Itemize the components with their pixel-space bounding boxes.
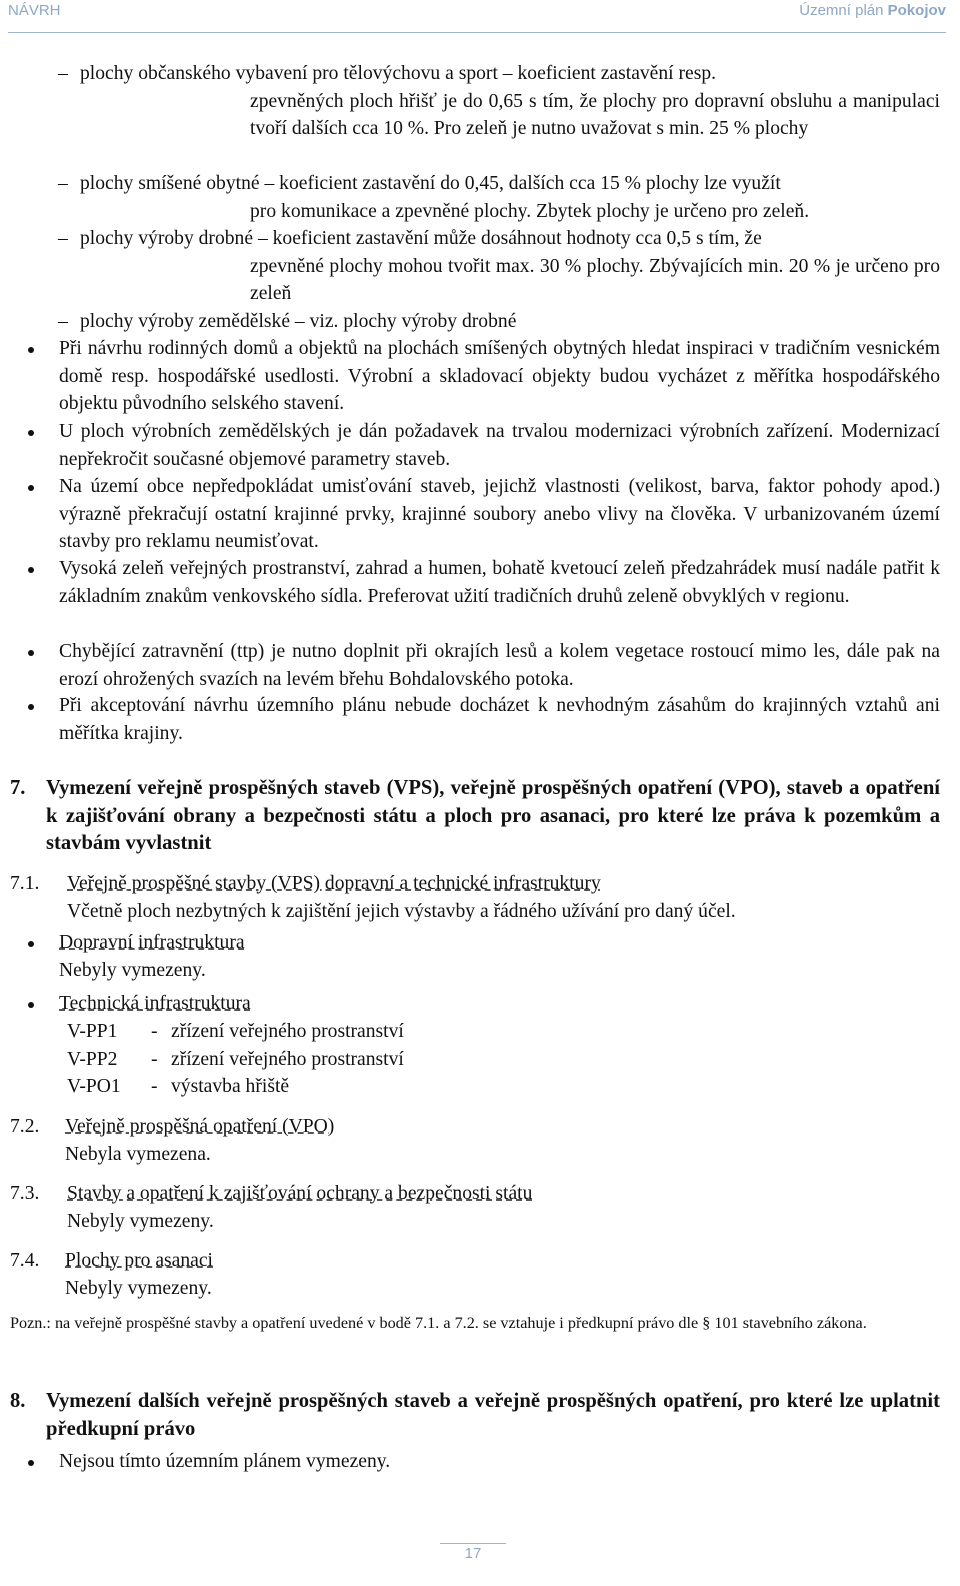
subsection-7-1: 7.1. Veřejně prospěšné stavby (VPS) dopravní a technické infrastruktury: [10, 873, 601, 894]
section-7-heading: 7. Vymezení veřejně prospěšných staveb (VPS), veřejně prospěšných opatření (VPO), staveb a opatření k zajišťování obrany a bezpečnosti státu a ploch pro asanaci, pro které lze práva k pozemkům a stavbám vyvlastnit: [10, 777, 940, 854]
list-item: U ploch výrobních zemědělských je dán požadavek na trvalou modernizaci výrobních zařízení. Modernizací nepřekročit současné objemové parametry staveb.: [59, 421, 940, 470]
note: Pozn.: na veřejně prospěšné stavby a opatření uvedené v bodě 7.1. a 7.2. se vztahuje i předkupní právo dle § 101 stavebního zákona.: [10, 1314, 867, 1332]
subsection-text: Včetně ploch nezbytných k zajištění jejich výstavby a řádného užívání pro daný účel.: [67, 901, 736, 922]
list-item: Při návrhu rodinných domů a objektů na plochách smíšených obytných hledat inspiraci v tradičním vesnickém domě resp. hospodářské usedlosti. Výrobní a skladovací objekty budou vycházet z měřítka hospodářského objektu původního selského stavení.: [59, 338, 940, 414]
subsection-7-3: 7.3. Stavby a opatření k zajišťování ochrany a bezpečnosti státu: [10, 1183, 533, 1204]
list-item-continuation: pro komunikace a zpevněné plochy. Zbytek plochy je určeno pro zeleň.: [250, 200, 810, 222]
subsection-text: Nebyly vymezeny.: [67, 1211, 214, 1232]
list-item: Na území obce nepředpokládat umisťování staveb, jejichž vlastnosti (velikost, barva, faktor pohody apod.) výrazně překračují ostatní krajinné prvky, krajinné soubory anebo vlivy na člověka. V urbanizovaném území stavby pro reklamu neumisťovat.: [59, 476, 940, 552]
subsection-text: Nebyla vymezena.: [65, 1144, 211, 1165]
subsection-7-4: 7.4. Plochy pro asanaci: [10, 1250, 213, 1271]
dash-marker: –: [58, 63, 68, 84]
list-item: Při akceptování návrhu územního plánu nebude docházet k nevhodným zásahům do krajinných vztahů ani měřítka krajiny.: [59, 695, 940, 744]
bullet-icon: [28, 1460, 34, 1466]
list-item: plochy smíšené obytné – koeficient zastavění do 0,45, dalších cca 15 % plochy lze využít pro komunikace a zpevněné plochy. Zbytek plochy je určeno pro zeleň.: [80, 170, 940, 225]
subsection-7-2: 7.2. Veřejně prospěšná opatření (VPO): [10, 1116, 335, 1137]
bullet-icon: [28, 650, 34, 656]
doprava-text: Nebyly vymezeny.: [59, 960, 206, 981]
list-item-continuation: zpevněných ploch hřišť je do 0,65 s tím, že plochy pro dopravní obsluhu a manipulaci tvoří dalších cca 10 %. Pro zeleň je nutno uvažovat s min. 25 % plochy: [250, 90, 940, 139]
subsection-title: Veřejně prospěšné stavby (VPS) dopravní a technické infrastruktury: [67, 873, 601, 894]
list-item: Chybějící zatravnění (ttp) je nutno doplnit při okrajích lesů a kolem vegetace rostoucí mimo les, dále pak na erozí ohrožených svazích na levém břehu Bohdalovského potoka.: [59, 641, 940, 690]
bullet-icon: [28, 941, 34, 947]
list-item: plochy občanského vybavení pro tělovýchovu a sport – koeficient zastavění resp. zpevněných ploch hřišť je do 0,65 s tím, že plochy pro dopravní obsluhu a manipulaci tvoří dalších cca 10 %. Pro zeleň je nutno uvažovat s min. 25 % plochy: [80, 60, 940, 143]
dash-marker: –: [58, 173, 68, 194]
header-status: NÁVRH: [8, 2, 61, 19]
bullet-icon: [28, 1002, 34, 1008]
bullet-icon: [28, 347, 34, 353]
subsection-text: Nebyly vymezeny.: [65, 1278, 212, 1299]
vps-row: V-PP2 - zřízení veřejného prostranství: [67, 1049, 404, 1070]
page-number: 17: [464, 1545, 482, 1562]
section-8-heading: 8. Vymezení dalších veřejně prospěšných staveb a veřejně prospěšných opatření, pro které lze uplatnit předkupní právo: [10, 1390, 940, 1440]
vps-row: V-PO1 - výstavba hřiště: [67, 1076, 290, 1097]
bullet-icon: [28, 430, 34, 436]
list-item: plochy výroby drobné – koeficient zastavění může dosáhnout hodnoty cca 0,5 s tím, že zpevněné plochy mohou tvořit max. 30 % plochy. Zbývajících min. 20 % je určeno pro zeleň: [80, 225, 940, 308]
bullet-icon: [28, 485, 34, 491]
doprava-title: Dopravní infrastruktura: [59, 932, 245, 953]
list-item: Nejsou tímto územním plánem vymezeny.: [59, 1451, 391, 1472]
technicka-title: Technická infrastruktura: [59, 993, 251, 1014]
bullet-icon: [28, 704, 34, 710]
page-header: [8, 0, 946, 33]
list-item: Vysoká zeleň veřejných prostranství, zahrad a humen, bohatě kvetoucí zeleň předzahrádek musí nadále patřit k základním znakům venkovského sídla. Preferovat užití tradičních druhů zeleně obvyklých v regionu.: [59, 558, 940, 607]
dash-marker: –: [58, 311, 68, 332]
list-item-continuation: zpevněné plochy mohou tvořit max. 30 % plochy. Zbývajících min. 20 % je určeno pro zeleň: [250, 255, 940, 304]
vps-row: V-PP1 - zřízení veřejného prostranství: [67, 1021, 404, 1042]
dash-marker: –: [58, 228, 68, 249]
list-item: plochy výroby zemědělské – viz. plochy výroby drobné: [80, 311, 517, 332]
footer-divider: [440, 1543, 506, 1544]
bullet-icon: [28, 567, 34, 573]
header-document-title: Územní plán Pokojov: [799, 2, 946, 19]
